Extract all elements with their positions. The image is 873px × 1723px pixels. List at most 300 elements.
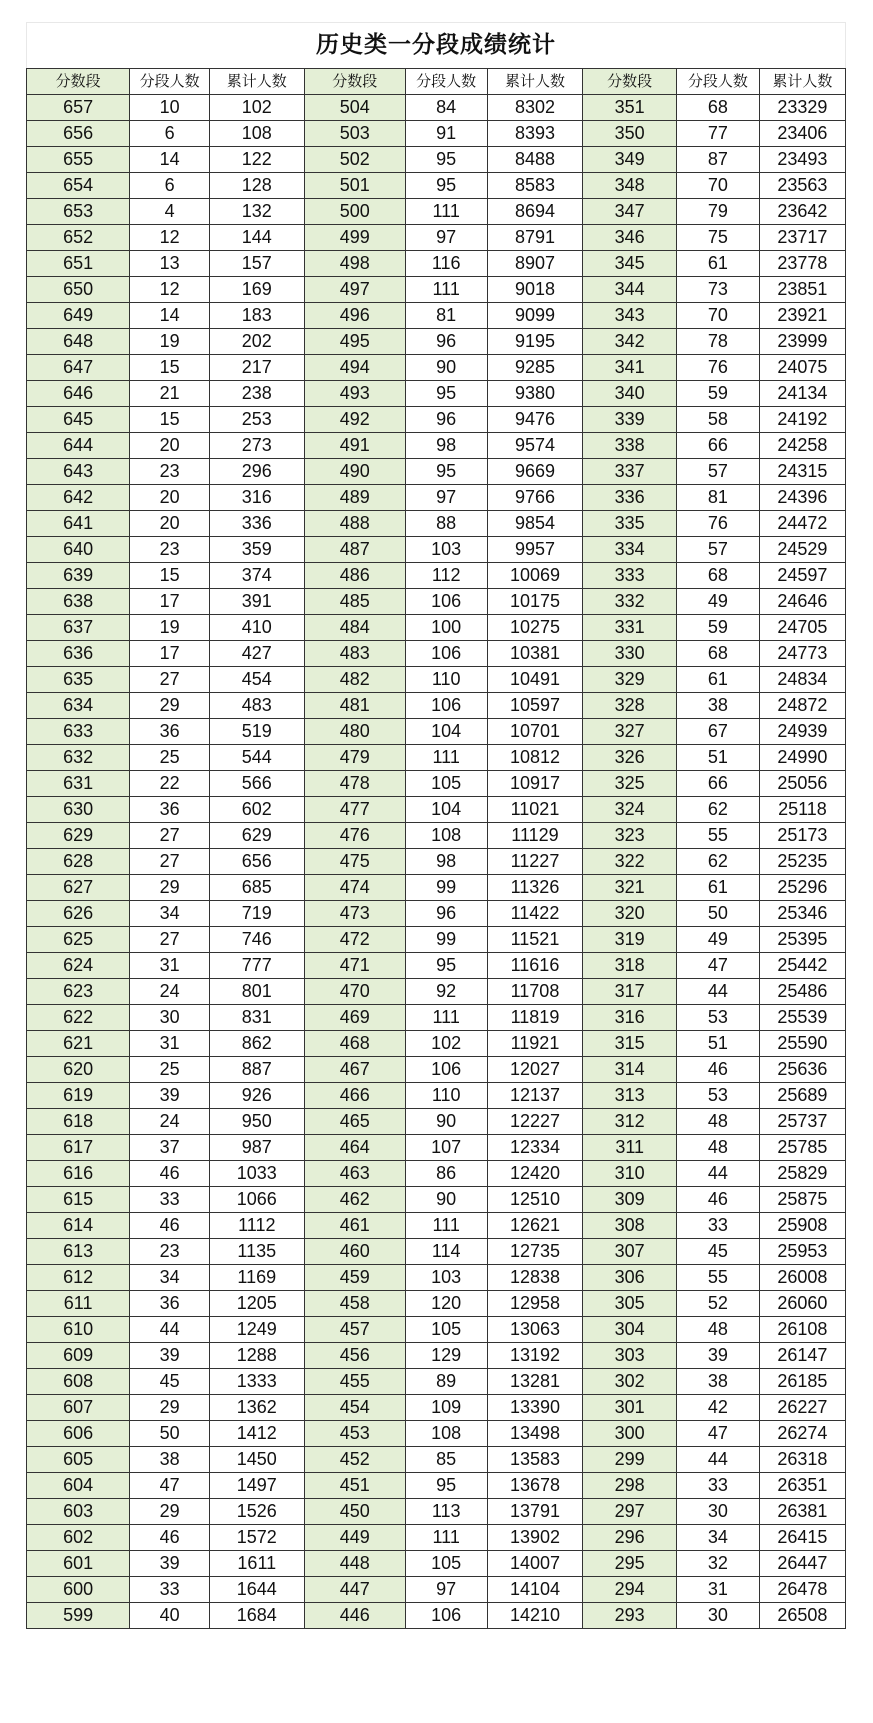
segment-count-cell: 68: [676, 95, 759, 121]
table-row: [27, 667, 846, 693]
score-cell: 646: [27, 381, 130, 407]
table-row: [27, 1343, 846, 1369]
score-cell: 470: [304, 979, 405, 1005]
cumulative-count-cell: 25235: [759, 849, 845, 875]
table-row: [27, 1239, 846, 1265]
score-cell: 312: [583, 1109, 677, 1135]
score-cell: 455: [304, 1369, 405, 1395]
score-cell: 602: [27, 1525, 130, 1551]
cumulative-count-cell: 14210: [487, 1603, 583, 1629]
segment-count-cell: 24: [130, 1109, 210, 1135]
segment-count-cell: 97: [405, 485, 487, 511]
segment-count-cell: 61: [676, 667, 759, 693]
score-cell: 653: [27, 199, 130, 225]
score-cell: 607: [27, 1395, 130, 1421]
segment-count-cell: 111: [405, 1525, 487, 1551]
segment-count-cell: 90: [405, 1109, 487, 1135]
cumulative-count-cell: 1333: [209, 1369, 304, 1395]
cumulative-count-cell: 10701: [487, 719, 583, 745]
segment-count-cell: 34: [130, 901, 210, 927]
cumulative-count-cell: 1684: [209, 1603, 304, 1629]
header-cell: 分数段: [304, 69, 405, 95]
segment-count-cell: 90: [405, 355, 487, 381]
cumulative-count-cell: 11708: [487, 979, 583, 1005]
cumulative-count-cell: 8907: [487, 251, 583, 277]
score-cell: 294: [583, 1577, 677, 1603]
segment-count-cell: 76: [676, 355, 759, 381]
cumulative-count-cell: 26185: [759, 1369, 845, 1395]
score-cell: 486: [304, 563, 405, 589]
segment-count-cell: 98: [405, 849, 487, 875]
cumulative-count-cell: 26008: [759, 1265, 845, 1291]
segment-count-cell: 52: [676, 1291, 759, 1317]
score-cell: 324: [583, 797, 677, 823]
score-cell: 657: [27, 95, 130, 121]
segment-count-cell: 46: [676, 1057, 759, 1083]
score-cell: 638: [27, 589, 130, 615]
cumulative-count-cell: 10491: [487, 667, 583, 693]
segment-count-cell: 23: [130, 537, 210, 563]
header-cell: 分段人数: [676, 69, 759, 95]
segment-count-cell: 106: [405, 693, 487, 719]
cumulative-count-cell: 9195: [487, 329, 583, 355]
cumulative-count-cell: 102: [209, 95, 304, 121]
cumulative-count-cell: 1205: [209, 1291, 304, 1317]
score-cell: 495: [304, 329, 405, 355]
table-row: [27, 1317, 846, 1343]
cumulative-count-cell: 26415: [759, 1525, 845, 1551]
segment-count-cell: 108: [405, 1421, 487, 1447]
cumulative-count-cell: 26351: [759, 1473, 845, 1499]
table-row: [27, 537, 846, 563]
segment-count-cell: 38: [130, 1447, 210, 1473]
score-cell: 476: [304, 823, 405, 849]
score-cell: 469: [304, 1005, 405, 1031]
segment-count-cell: 55: [676, 823, 759, 849]
cumulative-count-cell: 1572: [209, 1525, 304, 1551]
cumulative-count-cell: 132: [209, 199, 304, 225]
score-cell: 323: [583, 823, 677, 849]
segment-count-cell: 20: [130, 485, 210, 511]
table-row: [27, 849, 846, 875]
segment-count-cell: 59: [676, 615, 759, 641]
cumulative-count-cell: 25442: [759, 953, 845, 979]
score-cell: 449: [304, 1525, 405, 1551]
score-cell: 618: [27, 1109, 130, 1135]
score-cell: 319: [583, 927, 677, 953]
segment-count-cell: 95: [405, 953, 487, 979]
segment-count-cell: 33: [676, 1213, 759, 1239]
cumulative-count-cell: 13390: [487, 1395, 583, 1421]
segment-count-cell: 49: [676, 927, 759, 953]
score-cell: 626: [27, 901, 130, 927]
cumulative-count-cell: 13678: [487, 1473, 583, 1499]
cumulative-count-cell: 24396: [759, 485, 845, 511]
score-cell: 338: [583, 433, 677, 459]
cumulative-count-cell: 1249: [209, 1317, 304, 1343]
cumulative-count-cell: 24597: [759, 563, 845, 589]
segment-count-cell: 86: [405, 1161, 487, 1187]
score-cell: 446: [304, 1603, 405, 1629]
segment-count-cell: 90: [405, 1187, 487, 1213]
segment-count-cell: 95: [405, 459, 487, 485]
cumulative-count-cell: 12227: [487, 1109, 583, 1135]
segment-count-cell: 4: [130, 199, 210, 225]
table-row: [27, 407, 846, 433]
segment-count-cell: 68: [676, 563, 759, 589]
segment-count-cell: 129: [405, 1343, 487, 1369]
cumulative-count-cell: 454: [209, 667, 304, 693]
cumulative-count-cell: 10381: [487, 641, 583, 667]
cumulative-count-cell: 26508: [759, 1603, 845, 1629]
score-cell: 463: [304, 1161, 405, 1187]
segment-count-cell: 81: [405, 303, 487, 329]
table-row: [27, 1057, 846, 1083]
cumulative-count-cell: 11616: [487, 953, 583, 979]
score-cell: 610: [27, 1317, 130, 1343]
score-cell: 479: [304, 745, 405, 771]
segment-count-cell: 15: [130, 355, 210, 381]
score-cell: 346: [583, 225, 677, 251]
cumulative-count-cell: 25829: [759, 1161, 845, 1187]
score-cell: 467: [304, 1057, 405, 1083]
score-cell: 652: [27, 225, 130, 251]
segment-count-cell: 38: [676, 1369, 759, 1395]
segment-count-cell: 53: [676, 1083, 759, 1109]
table-row: [27, 589, 846, 615]
cumulative-count-cell: 1450: [209, 1447, 304, 1473]
table-row: [27, 251, 846, 277]
segment-count-cell: 44: [676, 1447, 759, 1473]
score-cell: 336: [583, 485, 677, 511]
segment-count-cell: 105: [405, 771, 487, 797]
cumulative-count-cell: 157: [209, 251, 304, 277]
header-cell: 累计人数: [759, 69, 845, 95]
segment-count-cell: 25: [130, 1057, 210, 1083]
score-cell: 614: [27, 1213, 130, 1239]
segment-count-cell: 12: [130, 277, 210, 303]
cumulative-count-cell: 1611: [209, 1551, 304, 1577]
score-cell: 313: [583, 1083, 677, 1109]
cumulative-count-cell: 566: [209, 771, 304, 797]
table-row: [27, 1005, 846, 1031]
cumulative-count-cell: 238: [209, 381, 304, 407]
segment-count-cell: 104: [405, 797, 487, 823]
cumulative-count-cell: 12621: [487, 1213, 583, 1239]
segment-count-cell: 39: [130, 1343, 210, 1369]
score-cell: 293: [583, 1603, 677, 1629]
cumulative-count-cell: 25875: [759, 1187, 845, 1213]
score-cell: 492: [304, 407, 405, 433]
cumulative-count-cell: 24834: [759, 667, 845, 693]
score-cell: 490: [304, 459, 405, 485]
segment-count-cell: 102: [405, 1031, 487, 1057]
table-row: [27, 927, 846, 953]
table-row: [27, 1577, 846, 1603]
header-cell: 分数段: [27, 69, 130, 95]
score-cell: 461: [304, 1213, 405, 1239]
cumulative-count-cell: 26447: [759, 1551, 845, 1577]
segment-count-cell: 67: [676, 719, 759, 745]
cumulative-count-cell: 12027: [487, 1057, 583, 1083]
segment-count-cell: 59: [676, 381, 759, 407]
score-cell: 475: [304, 849, 405, 875]
score-cell: 314: [583, 1057, 677, 1083]
score-cell: 450: [304, 1499, 405, 1525]
segment-count-cell: 21: [130, 381, 210, 407]
table-row: [27, 329, 846, 355]
cumulative-count-cell: 24773: [759, 641, 845, 667]
score-cell: 347: [583, 199, 677, 225]
score-cell: 309: [583, 1187, 677, 1213]
table-row: [27, 615, 846, 641]
score-cell: 654: [27, 173, 130, 199]
score-cell: 451: [304, 1473, 405, 1499]
cumulative-count-cell: 1412: [209, 1421, 304, 1447]
table-row: [27, 147, 846, 173]
segment-count-cell: 88: [405, 511, 487, 537]
segment-count-cell: 24: [130, 979, 210, 1005]
score-cell: 341: [583, 355, 677, 381]
cumulative-count-cell: 26318: [759, 1447, 845, 1473]
cumulative-count-cell: 8583: [487, 173, 583, 199]
table-row: [27, 511, 846, 537]
score-cell: 480: [304, 719, 405, 745]
cumulative-count-cell: 11521: [487, 927, 583, 953]
cumulative-count-cell: 217: [209, 355, 304, 381]
cumulative-count-cell: 519: [209, 719, 304, 745]
cumulative-count-cell: 13583: [487, 1447, 583, 1473]
table-row: [27, 1603, 846, 1629]
cumulative-count-cell: 23921: [759, 303, 845, 329]
cumulative-count-cell: 25590: [759, 1031, 845, 1057]
score-cell: 621: [27, 1031, 130, 1057]
table-row: [27, 719, 846, 745]
table-row: [27, 95, 846, 121]
score-cell: 464: [304, 1135, 405, 1161]
cumulative-count-cell: 13791: [487, 1499, 583, 1525]
cumulative-count-cell: 26108: [759, 1317, 845, 1343]
table-row: [27, 303, 846, 329]
cumulative-count-cell: 11819: [487, 1005, 583, 1031]
segment-count-cell: 55: [676, 1265, 759, 1291]
cumulative-count-cell: 26381: [759, 1499, 845, 1525]
segment-count-cell: 57: [676, 537, 759, 563]
cumulative-count-cell: 26147: [759, 1343, 845, 1369]
cumulative-count-cell: 23493: [759, 147, 845, 173]
score-cell: 632: [27, 745, 130, 771]
header-cell: 分段人数: [130, 69, 210, 95]
table-row: [27, 641, 846, 667]
cumulative-count-cell: 25636: [759, 1057, 845, 1083]
score-cell: 642: [27, 485, 130, 511]
table-row: [27, 1187, 846, 1213]
score-cell: 295: [583, 1551, 677, 1577]
segment-count-cell: 29: [130, 875, 210, 901]
segment-count-cell: 106: [405, 641, 487, 667]
segment-count-cell: 27: [130, 667, 210, 693]
segment-count-cell: 6: [130, 173, 210, 199]
cumulative-count-cell: 25486: [759, 979, 845, 1005]
segment-count-cell: 25: [130, 745, 210, 771]
table-row: [27, 1083, 846, 1109]
score-cell: 637: [27, 615, 130, 641]
score-cell: 474: [304, 875, 405, 901]
score-cell: 332: [583, 589, 677, 615]
segment-count-cell: 108: [405, 823, 487, 849]
segment-count-cell: 29: [130, 693, 210, 719]
cumulative-count-cell: 1526: [209, 1499, 304, 1525]
segment-count-cell: 34: [130, 1265, 210, 1291]
cumulative-count-cell: 316: [209, 485, 304, 511]
segment-count-cell: 99: [405, 875, 487, 901]
segment-count-cell: 40: [130, 1603, 210, 1629]
cumulative-count-cell: 25056: [759, 771, 845, 797]
segment-count-cell: 106: [405, 1603, 487, 1629]
segment-count-cell: 87: [676, 147, 759, 173]
segment-count-cell: 58: [676, 407, 759, 433]
cumulative-count-cell: 24990: [759, 745, 845, 771]
cumulative-count-cell: 23851: [759, 277, 845, 303]
segment-count-cell: 51: [676, 1031, 759, 1057]
score-cell: 487: [304, 537, 405, 563]
table-row: [27, 1291, 846, 1317]
table-row: [27, 433, 846, 459]
header-row: [27, 69, 846, 95]
cumulative-count-cell: 12334: [487, 1135, 583, 1161]
score-cell: 636: [27, 641, 130, 667]
cumulative-count-cell: 25118: [759, 797, 845, 823]
cumulative-count-cell: 656: [209, 849, 304, 875]
score-cell: 297: [583, 1499, 677, 1525]
header-cell: 分段人数: [405, 69, 487, 95]
score-cell: 306: [583, 1265, 677, 1291]
score-cell: 305: [583, 1291, 677, 1317]
score-cell: 456: [304, 1343, 405, 1369]
score-cell: 501: [304, 173, 405, 199]
cumulative-count-cell: 10275: [487, 615, 583, 641]
cumulative-count-cell: 9669: [487, 459, 583, 485]
score-cell: 629: [27, 823, 130, 849]
cumulative-count-cell: 11921: [487, 1031, 583, 1057]
segment-count-cell: 36: [130, 797, 210, 823]
segment-count-cell: 15: [130, 563, 210, 589]
cumulative-count-cell: 13192: [487, 1343, 583, 1369]
score-cell: 624: [27, 953, 130, 979]
segment-count-cell: 111: [405, 199, 487, 225]
cumulative-count-cell: 296: [209, 459, 304, 485]
score-cell: 303: [583, 1343, 677, 1369]
segment-count-cell: 47: [130, 1473, 210, 1499]
cumulative-count-cell: 24939: [759, 719, 845, 745]
cumulative-count-cell: 23778: [759, 251, 845, 277]
cumulative-count-cell: 8694: [487, 199, 583, 225]
score-cell: 333: [583, 563, 677, 589]
score-cell: 477: [304, 797, 405, 823]
cumulative-count-cell: 10917: [487, 771, 583, 797]
cumulative-count-cell: 11422: [487, 901, 583, 927]
score-cell: 605: [27, 1447, 130, 1473]
score-cell: 606: [27, 1421, 130, 1447]
score-cell: 478: [304, 771, 405, 797]
score-cell: 334: [583, 537, 677, 563]
header-cell: 分数段: [583, 69, 677, 95]
score-cell: 645: [27, 407, 130, 433]
segment-count-cell: 113: [405, 1499, 487, 1525]
cumulative-count-cell: 23329: [759, 95, 845, 121]
score-cell: 502: [304, 147, 405, 173]
segment-count-cell: 76: [676, 511, 759, 537]
cumulative-count-cell: 9766: [487, 485, 583, 511]
segment-count-cell: 109: [405, 1395, 487, 1421]
segment-count-cell: 22: [130, 771, 210, 797]
score-cell: 452: [304, 1447, 405, 1473]
segment-count-cell: 103: [405, 1265, 487, 1291]
score-cell: 311: [583, 1135, 677, 1161]
score-cell: 643: [27, 459, 130, 485]
score-cell: 600: [27, 1577, 130, 1603]
score-cell: 650: [27, 277, 130, 303]
score-cell: 482: [304, 667, 405, 693]
segment-count-cell: 45: [676, 1239, 759, 1265]
score-cell: 500: [304, 199, 405, 225]
segment-count-cell: 19: [130, 329, 210, 355]
segment-count-cell: 14: [130, 147, 210, 173]
score-cell: 350: [583, 121, 677, 147]
score-cell: 635: [27, 667, 130, 693]
cumulative-count-cell: 183: [209, 303, 304, 329]
score-cell: 349: [583, 147, 677, 173]
segment-count-cell: 89: [405, 1369, 487, 1395]
segment-count-cell: 20: [130, 511, 210, 537]
score-cell: 339: [583, 407, 677, 433]
table-row: [27, 953, 846, 979]
score-cell: 497: [304, 277, 405, 303]
segment-count-cell: 111: [405, 1005, 487, 1031]
cumulative-count-cell: 1644: [209, 1577, 304, 1603]
cumulative-count-cell: 12420: [487, 1161, 583, 1187]
table-row: [27, 1499, 846, 1525]
table-row: [27, 797, 846, 823]
segment-count-cell: 48: [676, 1135, 759, 1161]
score-cell: 448: [304, 1551, 405, 1577]
cumulative-count-cell: 23563: [759, 173, 845, 199]
cumulative-count-cell: 13281: [487, 1369, 583, 1395]
cumulative-count-cell: 25737: [759, 1109, 845, 1135]
cumulative-count-cell: 25908: [759, 1213, 845, 1239]
score-cell: 611: [27, 1291, 130, 1317]
cumulative-count-cell: 9018: [487, 277, 583, 303]
segment-count-cell: 47: [676, 1421, 759, 1447]
segment-count-cell: 110: [405, 1083, 487, 1109]
table-body: [27, 95, 846, 1629]
cumulative-count-cell: 13498: [487, 1421, 583, 1447]
score-cell: 310: [583, 1161, 677, 1187]
score-cell: 348: [583, 173, 677, 199]
score-cell: 656: [27, 121, 130, 147]
segment-count-cell: 84: [405, 95, 487, 121]
segment-count-cell: 105: [405, 1317, 487, 1343]
table-row: [27, 1551, 846, 1577]
segment-count-cell: 44: [676, 1161, 759, 1187]
cumulative-count-cell: 122: [209, 147, 304, 173]
segment-count-cell: 47: [676, 953, 759, 979]
cumulative-count-cell: 410: [209, 615, 304, 641]
score-cell: 498: [304, 251, 405, 277]
cumulative-count-cell: 23642: [759, 199, 845, 225]
segment-count-cell: 70: [676, 303, 759, 329]
segment-count-cell: 95: [405, 147, 487, 173]
